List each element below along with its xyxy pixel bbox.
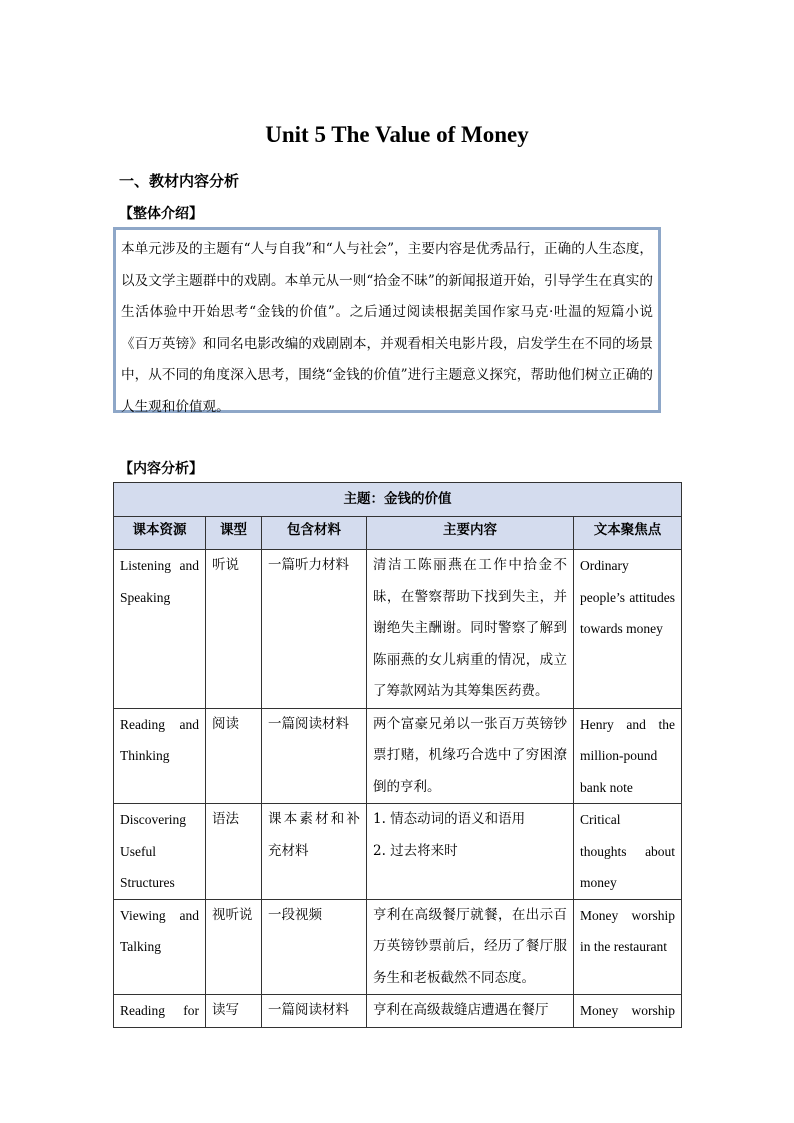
document-title: Unit 5 The Value of Money [265,122,529,147]
resource-cell: Reading for [114,995,206,1028]
type-cell: 语法 [206,804,262,900]
type-cell: 听说 [206,550,262,709]
overall-intro-box [113,227,661,413]
table-row [114,995,682,1028]
materials-cell: 课本素材和补充材料 [262,804,367,900]
overall-intro-text: 本单元涉及的主题有“人与自我”和“人与社会”，主要内容是优秀品行，正确的人生态度，以及文学主题群中的戏剧。本单元从一则“拾金不昧”的新闻报道开始，引导学生在真实的生活体验中开始思考“金钱的价值”。之后通过阅读根据美国作家马克·吐温的短篇小说《百万英镑》和同名电影改编的戏剧剧本，并观看相关电影片段，启发学生在不同的场景中，从不同的角度深入思考，围绕“金钱的价值”进行主题意义探究，帮助他们树立正确的人生观和价值观。 [121,241,653,415]
content-cell: 两个富豪兄弟以一张百万英镑钞票打赌，机缘巧合选中了穷困潦倒的亨利。 [367,708,574,804]
type-cell: 视听说 [206,899,262,995]
materials-cell: 一篇阅读材料 [262,708,367,804]
column-header: 包含材料 [262,517,367,550]
focus-cell: Ordinary people’s attitudes towards money [574,550,682,709]
column-header: 课本资源 [114,517,206,550]
content-cell [367,804,574,900]
overall-intro-heading: 【整体介绍】 [119,206,203,222]
content-list-item: 1. 情态动词的语义和语用 [373,811,526,827]
content-cell: 亨利在高级餐厅就餐，在出示百万英镑钞票前后，经历了餐厅服务生和老板截然不同态度。 [367,899,574,995]
focus-cell: Money worship [574,995,682,1028]
resource-cell: Listening and Speaking [114,550,206,709]
table-row [114,550,682,709]
type-cell: 读写 [206,995,262,1028]
focus-cell: Henry and the million-pound bank note [574,708,682,804]
table-row [114,899,682,995]
content-cell: 清洁工陈丽燕在工作中拾金不昧，在警察帮助下找到失主，并谢绝失主酬谢。同时警察了解到陈丽燕的女儿病重的情况，成立了筹款网站为其筹集医药费。 [367,550,574,709]
materials-cell: 一篇听力材料 [262,550,367,709]
resource-cell: Discovering Useful Structures [114,804,206,900]
materials-cell: 一篇阅读材料 [262,995,367,1028]
table-row [114,804,682,900]
table-row [114,708,682,804]
column-header: 文本聚焦点 [574,517,682,550]
focus-cell: Critical thoughts about money [574,804,682,900]
focus-cell: Money worship in the restaurant [574,899,682,995]
content-analysis-table [113,482,682,1028]
column-header: 课型 [206,517,262,550]
column-header: 主要内容 [367,517,574,550]
section-heading: 一、教材内容分析 [119,172,240,190]
resource-cell: Reading and Thinking [114,708,206,804]
table-header-row [114,517,682,550]
materials-cell: 一段视频 [262,899,367,995]
resource-cell: Viewing and Talking [114,899,206,995]
type-cell: 阅读 [206,708,262,804]
content-list-item: 2. 过去将来时 [373,842,458,859]
content-cell: 亨利在高级裁缝店遭遇在餐厅 [367,995,574,1028]
table-theme: 主题：金钱的价值 [114,483,682,517]
content-analysis-heading: 【内容分析】 [119,461,203,477]
